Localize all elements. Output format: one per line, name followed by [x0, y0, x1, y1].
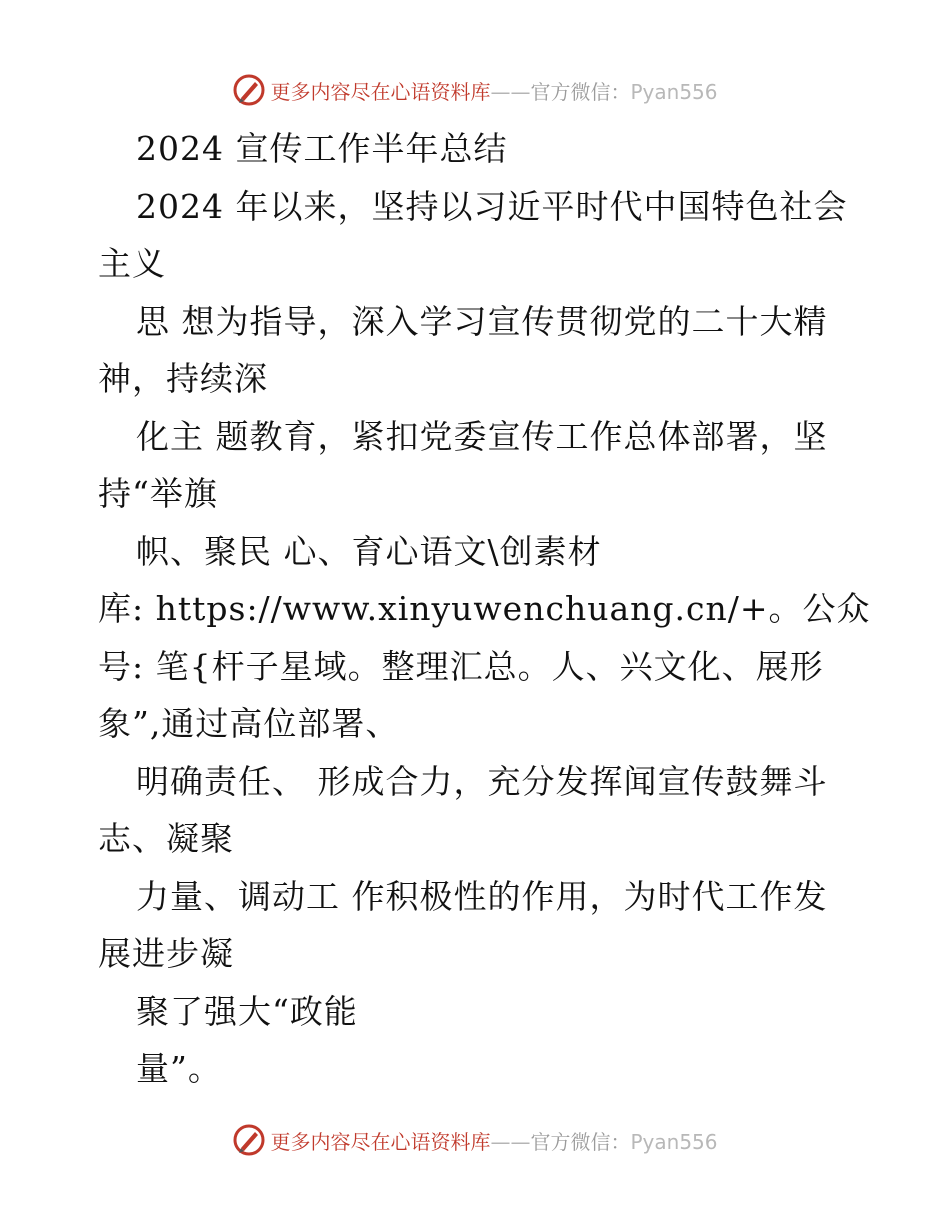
- doc-line: 明确责任、 形成合力，充分发挥闻宣传鼓舞斗: [136, 761, 828, 801]
- header-brand-text: 更多内容尽在心语资料库: [270, 79, 491, 104]
- doc-line: 持“举旗: [98, 474, 218, 513]
- doc-line: 库: https://www.xinyuwenchuang.cn/+。公众: [98, 589, 871, 628]
- doc-line: 展进步凝: [98, 934, 234, 973]
- footer-wechat-id: Pyan556: [630, 1129, 718, 1154]
- doc-line: 主义: [98, 244, 166, 283]
- document-body: [98, 120, 871, 1098]
- doc-line: 帜、聚民 心、育心语文\创素材: [136, 531, 602, 571]
- header-wechat-label: 官方微信：: [530, 79, 631, 104]
- header-separator: ——: [490, 79, 531, 104]
- doc-line: 志、凝聚: [98, 819, 234, 858]
- pen-logo-icon: [232, 1123, 266, 1157]
- footer-brand-text: 更多内容尽在心语资料库: [270, 1129, 491, 1154]
- doc-line: 化主 题教育，紧扣党委宣传工作总体部署，坚: [136, 416, 828, 456]
- footer-banner: [0, 1120, 950, 1160]
- doc-line: 量”。: [136, 1049, 222, 1088]
- doc-line: 象”,通过高位部署、: [98, 704, 400, 743]
- footer-wechat-label: 官方微信：: [530, 1129, 631, 1154]
- header-banner: [0, 70, 950, 110]
- doc-line: 神，持续深: [98, 359, 268, 398]
- footer-text: [270, 1126, 717, 1155]
- doc-line: 思 想为指导，深入学习宣传贯彻党的二十大精: [136, 301, 828, 341]
- header-wechat-id: Pyan556: [630, 79, 718, 104]
- doc-line: 力量、调动工 作积极性的作用，为时代工作发: [136, 876, 828, 916]
- pen-logo-icon: [232, 73, 266, 107]
- doc-title: 2024 宣传工作半年总结: [136, 129, 508, 168]
- doc-line: 号: 笔{杆子星域。整理汇总。人、兴文化、展形: [98, 646, 824, 686]
- doc-line: 聚了强大“政能: [136, 991, 358, 1031]
- doc-line: 2024 年以来，坚持以习近平时代中国特色社会: [136, 186, 848, 226]
- header-text: [270, 76, 717, 105]
- footer-separator: ——: [490, 1129, 531, 1154]
